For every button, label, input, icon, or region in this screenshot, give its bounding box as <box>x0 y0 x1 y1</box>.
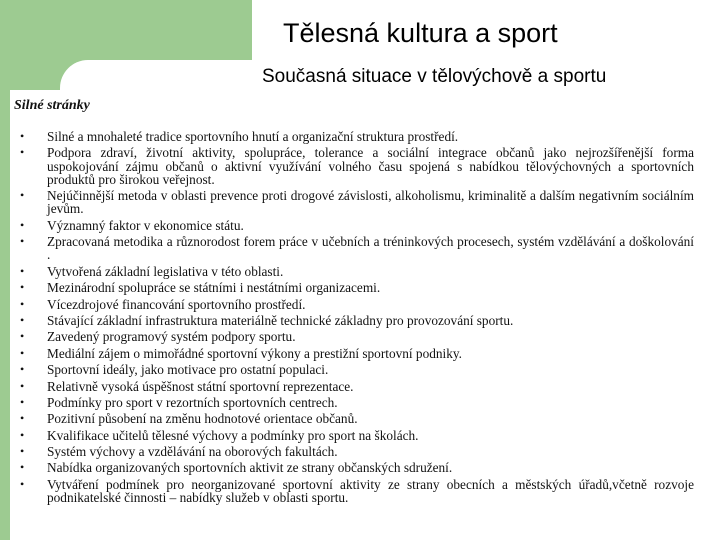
list-item <box>14 412 694 425</box>
bullet-icon: • <box>20 329 25 344</box>
list-item-text: Stávající základní infrastruktura materiálně technické základny pro provozování sportu. <box>47 312 514 328</box>
bullet-icon: • <box>20 460 25 475</box>
bullet-icon: • <box>20 280 25 295</box>
list-item-text: Zpracovaná metodika a různorodost forem práce v učebních a tréninkových procesech, systém vzdělávání a doškolování . <box>47 234 694 263</box>
list-item-text: Zavedený programový systém podpory sportu. <box>47 329 296 345</box>
list-item-text: Mediální zájem o mimořádné sportovní výkony a prestižní sportovní podniky. <box>47 345 462 361</box>
decorative-green-sidebar <box>0 90 10 540</box>
section-heading: Silné stránky <box>14 98 90 113</box>
list-item-text: Systém výchovy a vzdělávání na oborových fakultách. <box>47 444 338 460</box>
list-item-text: Nejúčinnější metoda v oblasti prevence proti drogové závislosti, alkoholismu, kriminalitě a dalším negativním sociálním jevům. <box>47 188 694 217</box>
list-item <box>14 461 694 474</box>
list-item-text: Mezinárodní spolupráce se státními i nestátními organizacemi. <box>47 280 381 296</box>
bullet-icon: • <box>20 378 25 393</box>
list-item-text: Vytváření podmínek pro neorganizované sportovní aktivity ze strany obecních a městských úřadů,včetně rozvoje podnikatelské činnosti – nabídky služeb v oblasti sportu. <box>47 476 694 506</box>
list-item-text: Sportovní ideály, jako motivace pro ostatní populaci. <box>47 362 329 378</box>
list-item <box>14 235 694 261</box>
slide-subtitle: Současná situace v tělovýchově a sportu <box>262 66 607 87</box>
list-item <box>14 265 694 278</box>
list-item <box>14 130 694 143</box>
list-item <box>14 380 694 393</box>
bullet-icon: • <box>20 345 25 360</box>
list-item <box>14 429 694 442</box>
bullet-icon: • <box>20 296 25 311</box>
bullet-icon: • <box>20 145 25 160</box>
bullet-icon: • <box>20 476 25 491</box>
list-item-text: Podmínky pro sport v rezortních sportovních centrech. <box>47 394 338 410</box>
list-item <box>14 281 694 294</box>
bullet-icon: • <box>20 312 25 327</box>
bullet-list <box>14 130 694 504</box>
list-item <box>14 146 694 186</box>
list-item <box>14 189 694 215</box>
bullet-icon: • <box>20 411 25 426</box>
decorative-corner-cutout <box>60 60 252 90</box>
list-item-text: Nabídka organizovaných sportovních aktivit ze strany občanských sdružení. <box>47 460 453 476</box>
list-item-text: Podpora zdraví, životní aktivity, spolupráce, tolerance a sociální integrace občanů jako nejrozšířenější forma uspokojování zájmu občanů o aktivní využívání volného času spojená s nabídkou tělovýchovných a sportovních produktů pro širokou veřejnost. <box>47 145 694 187</box>
list-item <box>14 478 694 504</box>
list-item-text: Kvalifikace učitelů tělesné výchovy a podmínky pro sport na školách. <box>47 427 419 443</box>
bullet-icon: • <box>20 263 25 278</box>
list-item <box>14 298 694 311</box>
list-item-text: Vícezdrojové financování sportovního prostředí. <box>47 296 306 312</box>
slide-title: Tělesná kultura a sport <box>283 18 558 48</box>
bullet-icon: • <box>20 234 25 249</box>
list-item <box>14 330 694 343</box>
bullet-icon: • <box>20 427 25 442</box>
bullet-icon: • <box>20 362 25 377</box>
bullet-icon: • <box>20 188 25 203</box>
list-item <box>14 363 694 376</box>
list-item <box>14 347 694 360</box>
list-item-text: Silné a mnohaleté tradice sportovního hnutí a organizační struktura prostředí. <box>47 129 459 144</box>
bullet-icon: • <box>20 217 25 232</box>
list-item <box>14 219 694 232</box>
bullet-icon: • <box>20 394 25 409</box>
list-item-text: Vytvořená základní legislativa v této oblasti. <box>47 263 284 279</box>
list-item <box>14 314 694 327</box>
list-item <box>14 396 694 409</box>
list-item-text: Pozitivní působení na změnu hodnotové orientace občanů. <box>47 411 358 427</box>
list-item <box>14 445 694 458</box>
list-item-text: Významný faktor v ekonomice státu. <box>47 217 244 233</box>
content-area <box>14 98 694 507</box>
list-item-text: Relativně vysoká úspěšnost státní sportovní reprezentace. <box>47 378 354 394</box>
bullet-icon: • <box>20 444 25 459</box>
bullet-icon: • <box>20 129 25 143</box>
